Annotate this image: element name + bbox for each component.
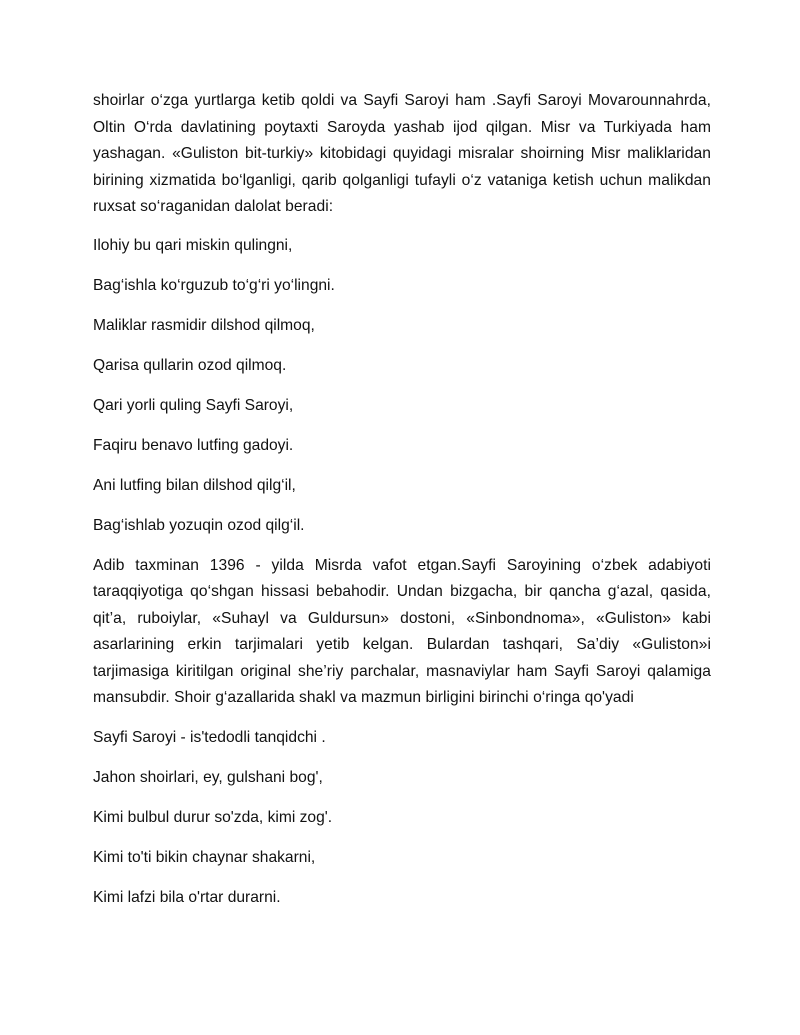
verse-line: Kimi bulbul durur so'zda, kimi zog'. [93,808,333,826]
verse-line: Qarisa qullarin ozod qilmoq. [93,356,287,374]
verse-block-2 [93,725,711,911]
body-paragraph: Adib taxminan 1396 - yilda Misrda vafot etgan.Sayfi Saroyining o‘zbek adabiyoti taraqqiyotiga qo‘shgan hissasi bebahodir. Undan bizgacha, bir qancha g‘azal, qasida, qit’a, ruboiylar, «Suhayl va Guldursun» dostoni, «Sinbondnoma», «Guliston» kabi asarlarining erkin tarjimalari yetib kelgan. Bulardan tashqari, Sa’diy «Guliston»i tarjimasiga kiritilgan original she’riy parchalar, masnaviylar ham Sayfi Saroyi qalamiga mansubdir. Shoir g‘azallarida shakl va mazmun birligini birinchi o‘ringa qo'yadi [93,556,711,706]
verse-line: Maliklar rasmidir dilshod qilmoq, [93,316,315,334]
verse-line: Kimi to'ti bikin chaynar shakarni, [93,848,316,866]
verse-line: Qari yorli quling Sayfi Saroyi, [93,396,294,414]
verse-line: Jahon shoirlari, ey, gulshani bog', [93,768,323,786]
verse-line: Bag‘ishla ko‘rguzub to‘g‘ri yo‘lingni. [93,276,335,294]
document-page [93,88,711,925]
verse-line: Faqiru benavo lutfing gadoyi. [93,436,294,454]
verse-block-1 [93,233,711,539]
verse-line: Ilohiy bu qari miskin qulingni, [93,236,293,254]
verse-line: Sayfi Saroyi - is'tedodli tanqidchi . [93,728,326,746]
verse-line: Bag‘ishlab yozuqin ozod qilg‘il. [93,516,305,534]
intro-paragraph: shoirlar o‘zga yurtlarga ketib qoldi va Sayfi Saroyi ham .Sayfi Saroyi Movarounnahrda, Oltin O‘rda davlatining poytaxti Saroyda yashab ijod qilgan. Misr va Turkiyada ham yashagan. «Guliston bit-turkiy» kitobidagi quyidagi misralar shoirning Misr maliklaridan birining xizmatida bo‘lganligi, qarib qolganligi tufayli o‘z vataniga ketish uchun malikdan ruxsat so‘raganidan dalolat beradi: [93,92,711,215]
verse-line: Kimi lafzi bila o'rtar durarni. [93,888,281,906]
verse-line: Ani lutfing bilan dilshod qilg‘il, [93,476,296,494]
